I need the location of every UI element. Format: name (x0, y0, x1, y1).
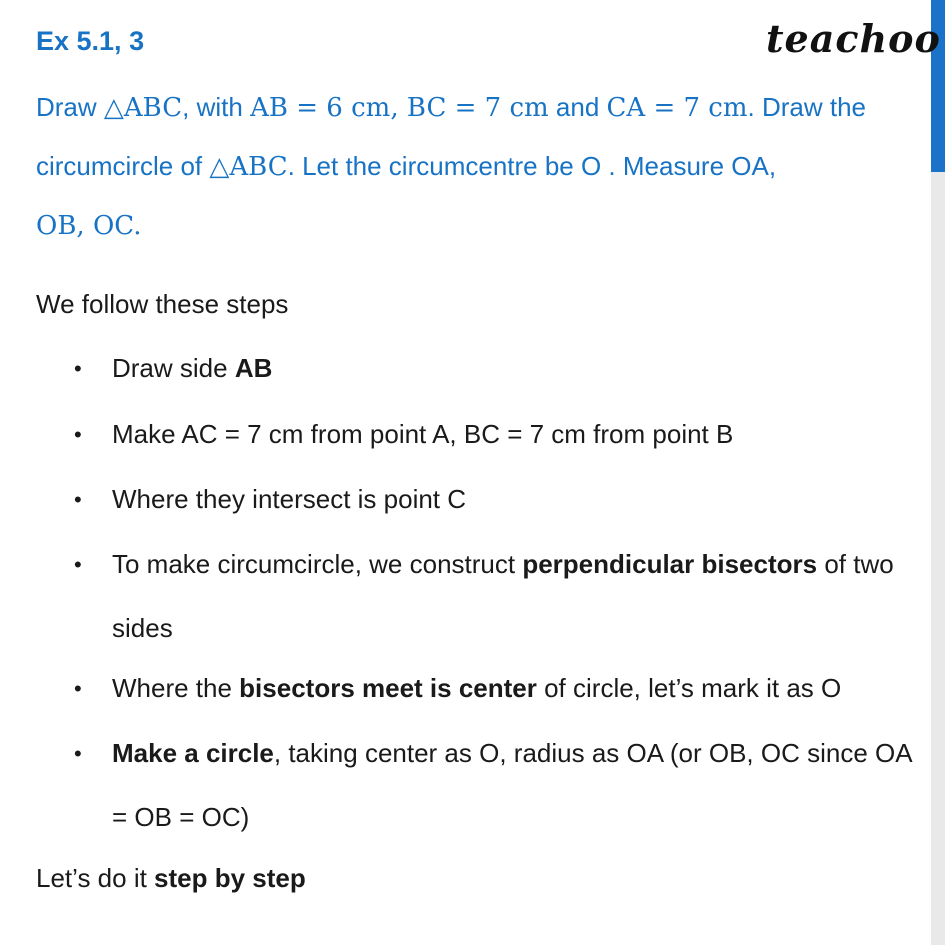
step-text (112, 532, 927, 660)
step-text (112, 721, 927, 849)
step-text (112, 467, 927, 531)
final-period: . (133, 211, 142, 241)
step-bold: AB (234, 353, 273, 383)
step-pre: Where the (112, 673, 240, 703)
bullet-icon: • (74, 422, 82, 447)
step-bold: perpendicular bisectors (522, 549, 818, 579)
list-item (0, 733, 930, 857)
steps-list (0, 348, 930, 857)
step-post: of two sides (112, 549, 894, 643)
question-after-ca: . Draw the circumcircle of (36, 92, 867, 181)
bullet-icon: • (74, 676, 82, 701)
triangle-symbol-2: △ (209, 152, 230, 182)
outro-bold: step by step (154, 863, 306, 893)
step-text (112, 402, 927, 466)
comma: , (390, 93, 407, 123)
side-bc: BC = 7 cm (406, 93, 549, 123)
side-ab: AB = 6 cm (250, 93, 391, 123)
teachoo-logo: teachoo (766, 16, 941, 61)
question-and: and (548, 92, 607, 122)
step-bold: Make a circle (112, 738, 274, 768)
question-with: , with (182, 92, 251, 122)
bullet-icon: • (74, 552, 82, 577)
triangle-name-2: ABC (229, 152, 288, 182)
bullet-icon: • (74, 487, 82, 512)
step-bold: bisectors meet is center (239, 673, 537, 703)
step-text (112, 656, 927, 720)
step-pre: Where they intersect is point C (112, 484, 467, 514)
exercise-label: Ex 5.1, 3 (36, 26, 145, 56)
side-ca: CA = 7 cm (606, 93, 748, 123)
question-prefix: Draw (36, 92, 104, 122)
question-text (36, 78, 936, 255)
question-after-triangle: . Let the circumcentre be O . Measure OA, (287, 151, 777, 181)
step-pre: Draw side (112, 353, 235, 383)
intro-text: We follow these steps (36, 289, 289, 319)
list-item (0, 544, 930, 668)
triangle-symbol: △ (103, 93, 124, 123)
step-text (112, 336, 927, 400)
bullet-icon: • (74, 356, 82, 381)
ob-oc: OB, OC (36, 211, 134, 241)
triangle-name: ABC (123, 93, 183, 123)
outro-text (36, 856, 306, 900)
bullet-icon: • (74, 741, 82, 766)
step-post: , taking center as O, radius as OA (or OB, OC since OA = OB = OC) (112, 738, 912, 832)
step-post: of circle, let’s mark it as O (536, 673, 842, 703)
outro-pre: Let’s do it (36, 863, 155, 893)
step-pre: Make AC = 7 cm from point A, BC = 7 cm from point B (112, 419, 734, 449)
step-pre: To make circumcircle, we construct (112, 549, 523, 579)
